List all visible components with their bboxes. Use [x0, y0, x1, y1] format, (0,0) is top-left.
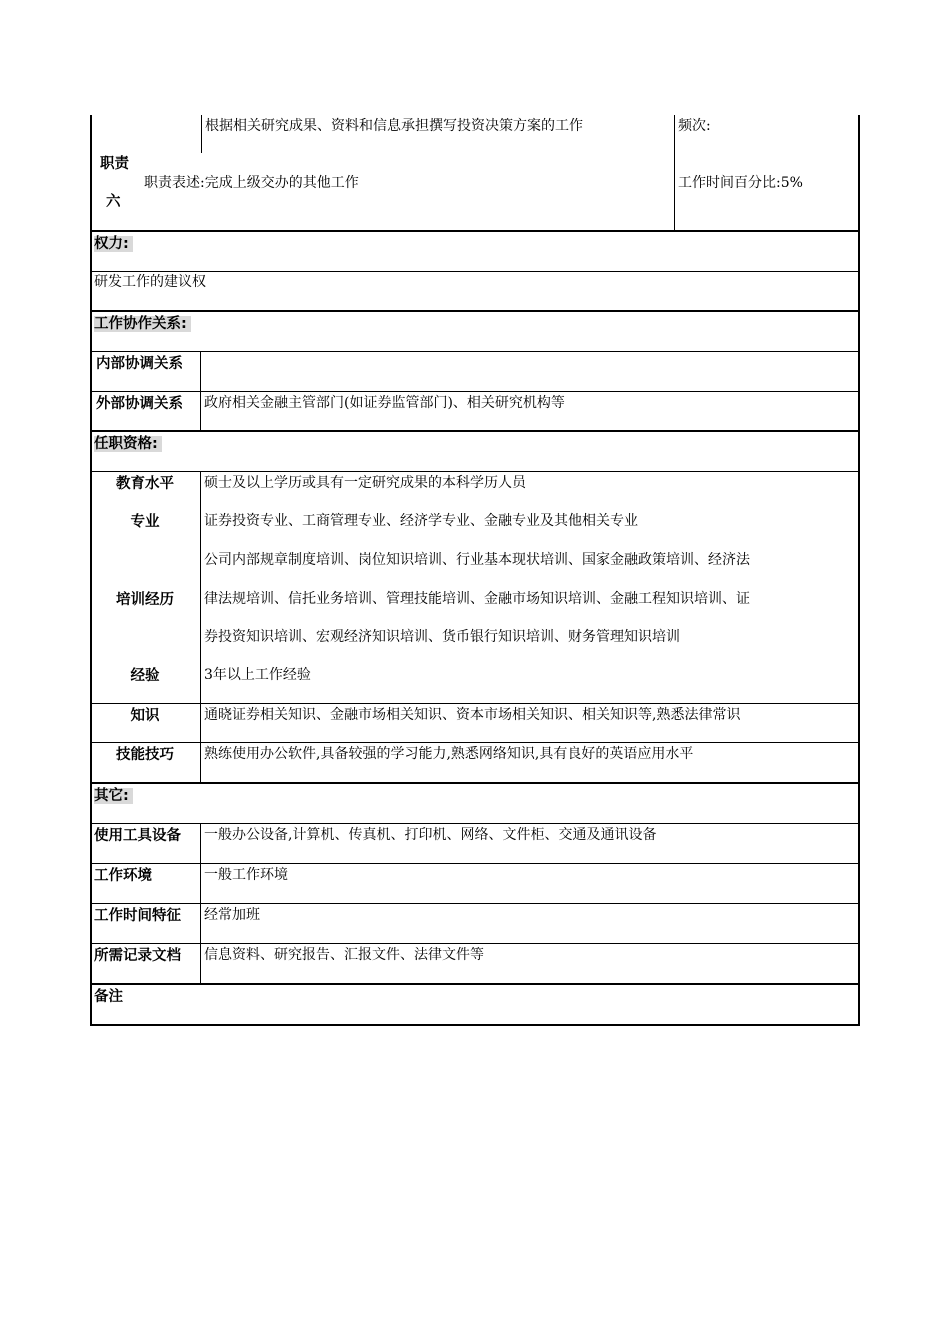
authority-header — [94, 235, 133, 253]
table-border-left — [90, 115, 92, 1026]
skills-value: 熟练使用办公软件,具备较强的学习能力,熟悉网络知识,具有良好的英语应用水平 — [204, 746, 694, 762]
external-relations-value: 政府相关金融主管部门(如证券监管部门)、相关研究机构等 — [204, 395, 565, 411]
environment-label: 工作环境 — [94, 868, 152, 884]
duty-label-1: 职责 — [100, 156, 129, 172]
environment-value: 一般工作环境 — [204, 867, 288, 883]
row-line — [90, 310, 860, 312]
authority-content: 研发工作的建议权 — [94, 274, 206, 290]
row-line — [90, 471, 860, 472]
knowledge-value: 通晓证券相关知识、金融市场相关知识、资本市场相关知识、相关知识等,熟悉法律常识 — [204, 707, 741, 723]
documents-value: 信息资料、研究报告、汇报文件、法律文件等 — [204, 947, 484, 963]
work-time-value: 经常加班 — [204, 907, 260, 923]
training-line-1: 公司内部规章制度培训、岗位知识培训、行业基本现状培训、国家金融政策培训、经济法 — [204, 552, 750, 568]
qualifications-header-text: 任职资格: — [94, 436, 162, 452]
skills-label: 技能技巧 — [116, 747, 174, 763]
qualifications-col-divider — [200, 471, 201, 782]
duty-right-divider — [674, 115, 675, 230]
knowledge-label: 知识 — [130, 708, 160, 724]
duty-frequency: 频次: — [678, 118, 711, 134]
row-line — [90, 903, 860, 904]
relations-header-text: 工作协作关系: — [94, 316, 191, 332]
table-border-bottom — [90, 1024, 860, 1026]
row-line — [90, 943, 860, 944]
row-line — [90, 703, 860, 704]
row-line — [90, 271, 860, 272]
major-label: 专业 — [130, 514, 160, 530]
row-line — [90, 391, 860, 392]
tools-label: 使用工具设备 — [94, 828, 181, 844]
other-header-text: 其它: — [94, 788, 133, 804]
authority-header-text: 权力: — [94, 236, 133, 252]
experience-value: 3年以上工作经验 — [204, 667, 311, 683]
table-border-right — [858, 115, 860, 1026]
row-line — [90, 983, 860, 985]
education-label: 教育水平 — [116, 476, 174, 492]
major-value: 证券投资专业、工商管理专业、经济学专业、金融专业及其他相关专业 — [204, 513, 638, 529]
other-header — [94, 787, 133, 805]
duty-time-percent: 工作时间百分比:5% — [678, 175, 803, 191]
qualifications-header — [94, 435, 162, 453]
work-time-label: 工作时间特征 — [94, 908, 181, 924]
training-line-3: 券投资知识培训、宏观经济知识培训、货币银行知识培训、财务管理知识培训 — [204, 629, 680, 645]
training-label: 培训经历 — [116, 592, 174, 608]
duty-description: 职责表述:完成上级交办的其他工作 — [144, 175, 359, 191]
duty-label-2: 六 — [106, 194, 121, 210]
row-line — [90, 351, 860, 352]
duty-task: 根据相关研究成果、资料和信息承担撰写投资决策方案的工作 — [205, 118, 583, 134]
education-value: 硕士及以上学历或具有一定研究成果的本科学历人员 — [204, 475, 526, 491]
row-line — [90, 823, 860, 824]
internal-relations-label: 内部协调关系 — [96, 356, 183, 372]
external-relations-label: 外部协调关系 — [96, 396, 183, 412]
row-line — [90, 430, 860, 432]
duty-inner-divider — [201, 115, 202, 153]
remarks-label: 备注 — [94, 989, 123, 1005]
job-description-table — [90, 115, 860, 1026]
training-line-2: 律法规培训、信托业务培训、管理技能培训、金融市场知识培训、金融工程知识培训、证 — [204, 591, 750, 607]
experience-label: 经验 — [130, 668, 160, 684]
relations-header — [94, 315, 191, 333]
tools-value: 一般办公设备,计算机、传真机、打印机、网络、文件柜、交通及通讯设备 — [204, 827, 657, 843]
row-line — [90, 742, 860, 743]
row-line — [90, 782, 860, 784]
documents-label: 所需记录文档 — [94, 948, 181, 964]
row-line — [90, 863, 860, 864]
row-line — [90, 230, 860, 232]
